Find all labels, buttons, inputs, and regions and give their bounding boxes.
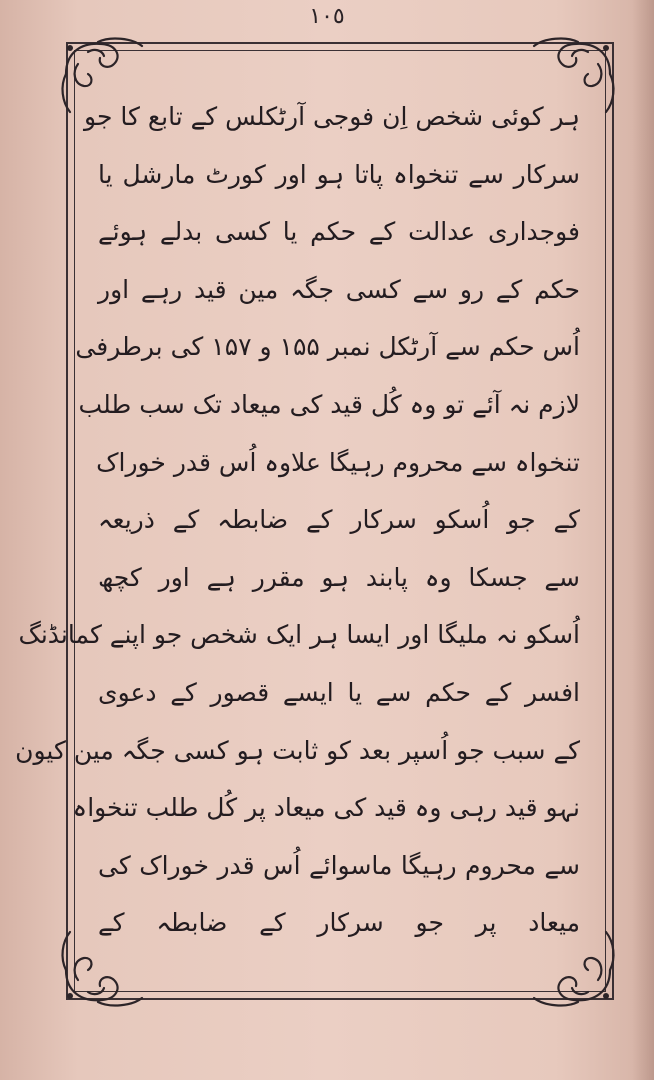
text-line: تنخواہ سے محروم رہیگا علاوہ اُس قدر خوراک xyxy=(96,447,580,477)
text-line: سرکار سے تنخواہ پاتا ہو اور کورٹ مارشل یا xyxy=(98,159,580,189)
text-line: افسر کے حکم سے یا ایسے قصور کے دعوی xyxy=(98,677,580,707)
text-line: نہو قید رہی وہ قید کی میعاد پر کُل طلب تنخواہ xyxy=(72,793,580,823)
text-line: کے سبب جو اُسپر بعد کو ثابت ہو کسی جگہ مین کیون xyxy=(15,735,580,765)
text-line: سے محروم رہیگا ماسوائے اُس قدر خوراک کی xyxy=(98,850,580,880)
text-line: سے جسکا وہ پابند ہو مقرر ہے اور کچھ xyxy=(98,562,580,592)
text-line: حکم کے رو سے کسی جگہ مین قید رہے اور xyxy=(98,274,580,304)
page-number: ١٠٥ xyxy=(309,4,345,29)
text-line: فوجداری عدالت کے حکم یا کسی بدلے ہوئے xyxy=(98,217,580,247)
text-line: کے جو اُسکو سرکار کے ضابطہ کے ذریعہ xyxy=(98,505,580,535)
text-line: ہر کوئی شخص اِن فوجی آرٹکلس کے تابع کا جو xyxy=(84,102,580,131)
text-line: میعاد پر جو سرکار کے ضابطہ کے xyxy=(98,908,580,938)
body-text xyxy=(15,88,580,952)
text-line: اُسکو نہ ملیگا اور ایسا ہر ایک شخص جو اپنے کمانڈنگ xyxy=(18,620,580,650)
page-edge-shadow xyxy=(632,0,654,1080)
text-line: لازم نہ آئے تو وہ کُل قید کی میعاد تک سب طلب xyxy=(78,389,580,419)
text-line: اُس حکم سے آرٹکل نمبر ۱۵۵ و ۱۵۷ کی برطرفی xyxy=(75,332,580,362)
